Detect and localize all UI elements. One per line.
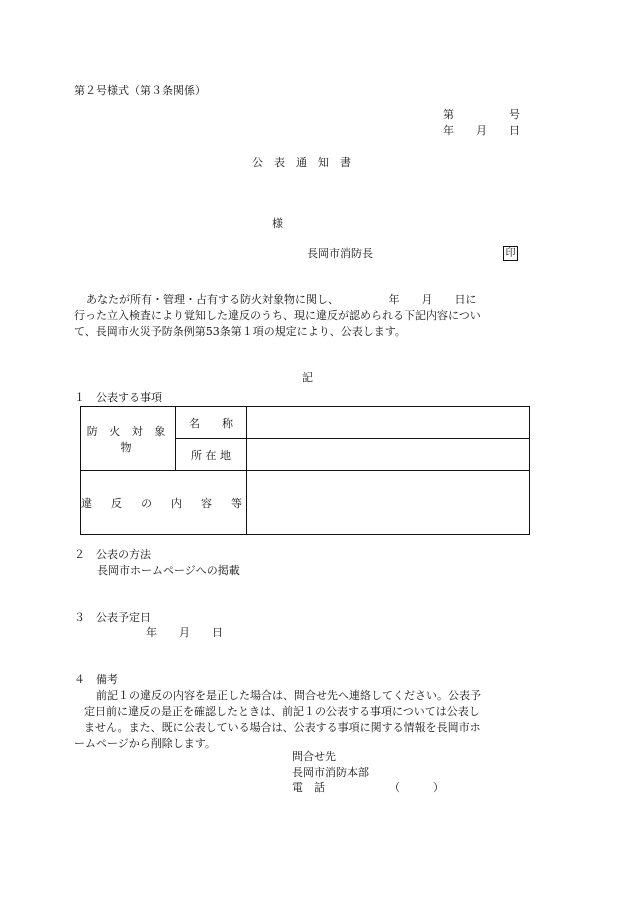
ki-heading: 記 bbox=[302, 371, 313, 384]
document-title: 公 表 通 知 書 bbox=[252, 156, 351, 169]
name-label: 名 称 bbox=[176, 407, 247, 439]
contact-dept: 長岡市消防本部 bbox=[292, 766, 369, 779]
violation-value-cell bbox=[247, 471, 530, 535]
contact-label: 問合せ先 bbox=[292, 750, 336, 763]
violation-label: 違 反 の 内 容 等 bbox=[81, 471, 247, 535]
contact-phone-value: （ ） bbox=[389, 781, 444, 794]
section2-content: 長岡市ホームページへの掲載 bbox=[97, 564, 240, 577]
section4-heading: ４ 備考 bbox=[74, 673, 118, 686]
disclosure-items-table bbox=[80, 406, 530, 535]
section2-heading: ２ 公表の方法 bbox=[74, 548, 151, 561]
remarks-line: 定日前に違反の是正を確認したときは、前記１の公表する事項については公表し bbox=[84, 705, 480, 718]
location-value-cell bbox=[247, 439, 530, 471]
remarks-line: 前記１の違反の内容を是正した場合は、問合せ先へ連絡してください。公表予 bbox=[96, 689, 481, 702]
intro-line: 行った立入検査により覚知した違反のうち、現に違反が認められる下記内容につい bbox=[74, 309, 481, 322]
remarks-line: ません。また、既に公表している場合は、公表する事項に関する情報を長岡市ホ bbox=[84, 721, 481, 734]
seal-mark: 印 bbox=[503, 246, 518, 261]
section3-heading: ３ 公表予定日 bbox=[74, 611, 151, 624]
remarks-line: ームページから削除します。 bbox=[74, 737, 216, 750]
name-value-cell bbox=[247, 407, 530, 439]
target-group-label: 防 火 対 象 物 bbox=[81, 407, 176, 471]
intro-line: て、長岡市火災予防条例第53条第１項の規定により、公表します。 bbox=[74, 325, 406, 338]
addressee-suffix: 様 bbox=[272, 217, 283, 230]
document-number-label: 第 号 bbox=[443, 108, 520, 121]
form-id: 第２号様式（第３条関係） bbox=[74, 84, 206, 97]
section3-content: 年 月 日 bbox=[146, 626, 223, 639]
document-date-label: 年 月 日 bbox=[443, 124, 520, 137]
remarks-paragraph bbox=[74, 688, 544, 752]
intro-paragraph bbox=[74, 292, 544, 340]
location-label: 所 在 地 bbox=[176, 439, 247, 471]
contact-phone-label: 電 話 bbox=[292, 781, 325, 794]
section1-heading: １ 公表する事項 bbox=[74, 391, 162, 404]
sender-name: 長岡市消防長 bbox=[307, 247, 373, 260]
intro-line: あなたが所有・管理・占有する防火対象物に関し、 年 月 日に bbox=[86, 293, 477, 306]
